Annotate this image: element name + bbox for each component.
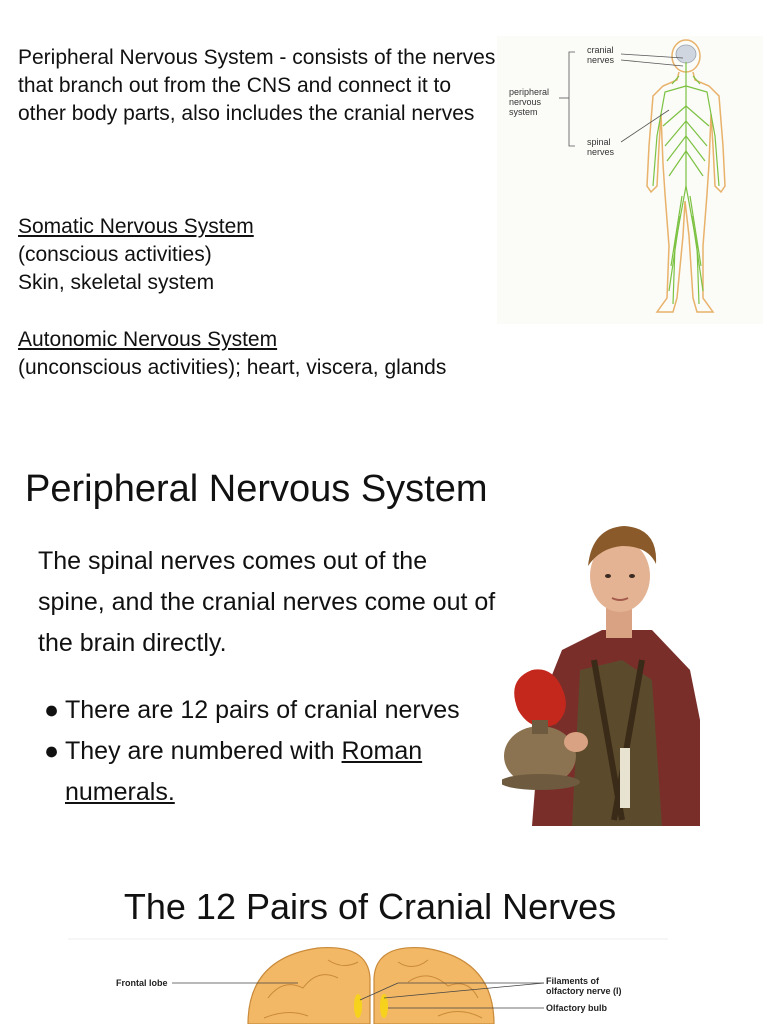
label-filaments-2: olfactory nerve (I) (546, 986, 622, 996)
nervous-system-figure (497, 36, 763, 324)
autonomic-title: Autonomic Nervous System (18, 328, 278, 351)
roman-link-part-2: numerals. (65, 778, 175, 806)
label-spinal-2: nerves (587, 147, 615, 157)
cranial-nerves-title: The 12 Pairs of Cranial Nerves (123, 886, 617, 927)
bullet-item (38, 731, 498, 813)
bullet-item (38, 690, 498, 731)
label-spinal-1: spinal (587, 137, 611, 147)
soldier-illustration (502, 520, 700, 826)
label-cranial-2: nerves (587, 55, 615, 65)
slide-body: The spinal nerves comes out of the spine, and the cranial nerves come out of the brain directly. (38, 547, 496, 657)
bullet-dot: ● (44, 696, 60, 724)
brain-figure (68, 938, 668, 1024)
bullet-dot: ● (44, 737, 60, 765)
autonomic-section (18, 326, 446, 382)
label-pns-2: nervous (509, 97, 542, 107)
intro-paragraph: Peripheral Nervous System - consists of the nerves that branch out from the CNS and connect it to other body parts, also includes the cranial nerves (18, 46, 496, 125)
somatic-line-1: (conscious activities) (18, 243, 212, 266)
bullet-list (38, 690, 498, 813)
label-cranial-1: cranial (587, 45, 614, 55)
autonomic-line-1: (unconscious activities); heart, viscera, glands (18, 356, 447, 379)
bullet-text-1: There are 12 pairs of cranial nerves (65, 696, 460, 724)
somatic-line-2: Skin, skeletal system (18, 271, 215, 294)
soldier-photo (502, 520, 700, 826)
somatic-title: Somatic Nervous System (18, 215, 254, 238)
bullet-text-2: They are numbered with (65, 737, 342, 765)
somatic-section (18, 213, 254, 297)
roman-link-part-1: Roman (341, 737, 423, 765)
label-olfactory-bulb: Olfactory bulb (546, 1003, 608, 1013)
label-pns-1: peripheral (509, 87, 550, 97)
body-diagram (497, 36, 763, 324)
slide-title: Peripheral Nervous System (25, 468, 488, 510)
label-filaments-1: Filaments of (546, 976, 600, 986)
label-frontal-lobe: Frontal lobe (116, 978, 168, 988)
label-pns-3: system (509, 107, 538, 117)
